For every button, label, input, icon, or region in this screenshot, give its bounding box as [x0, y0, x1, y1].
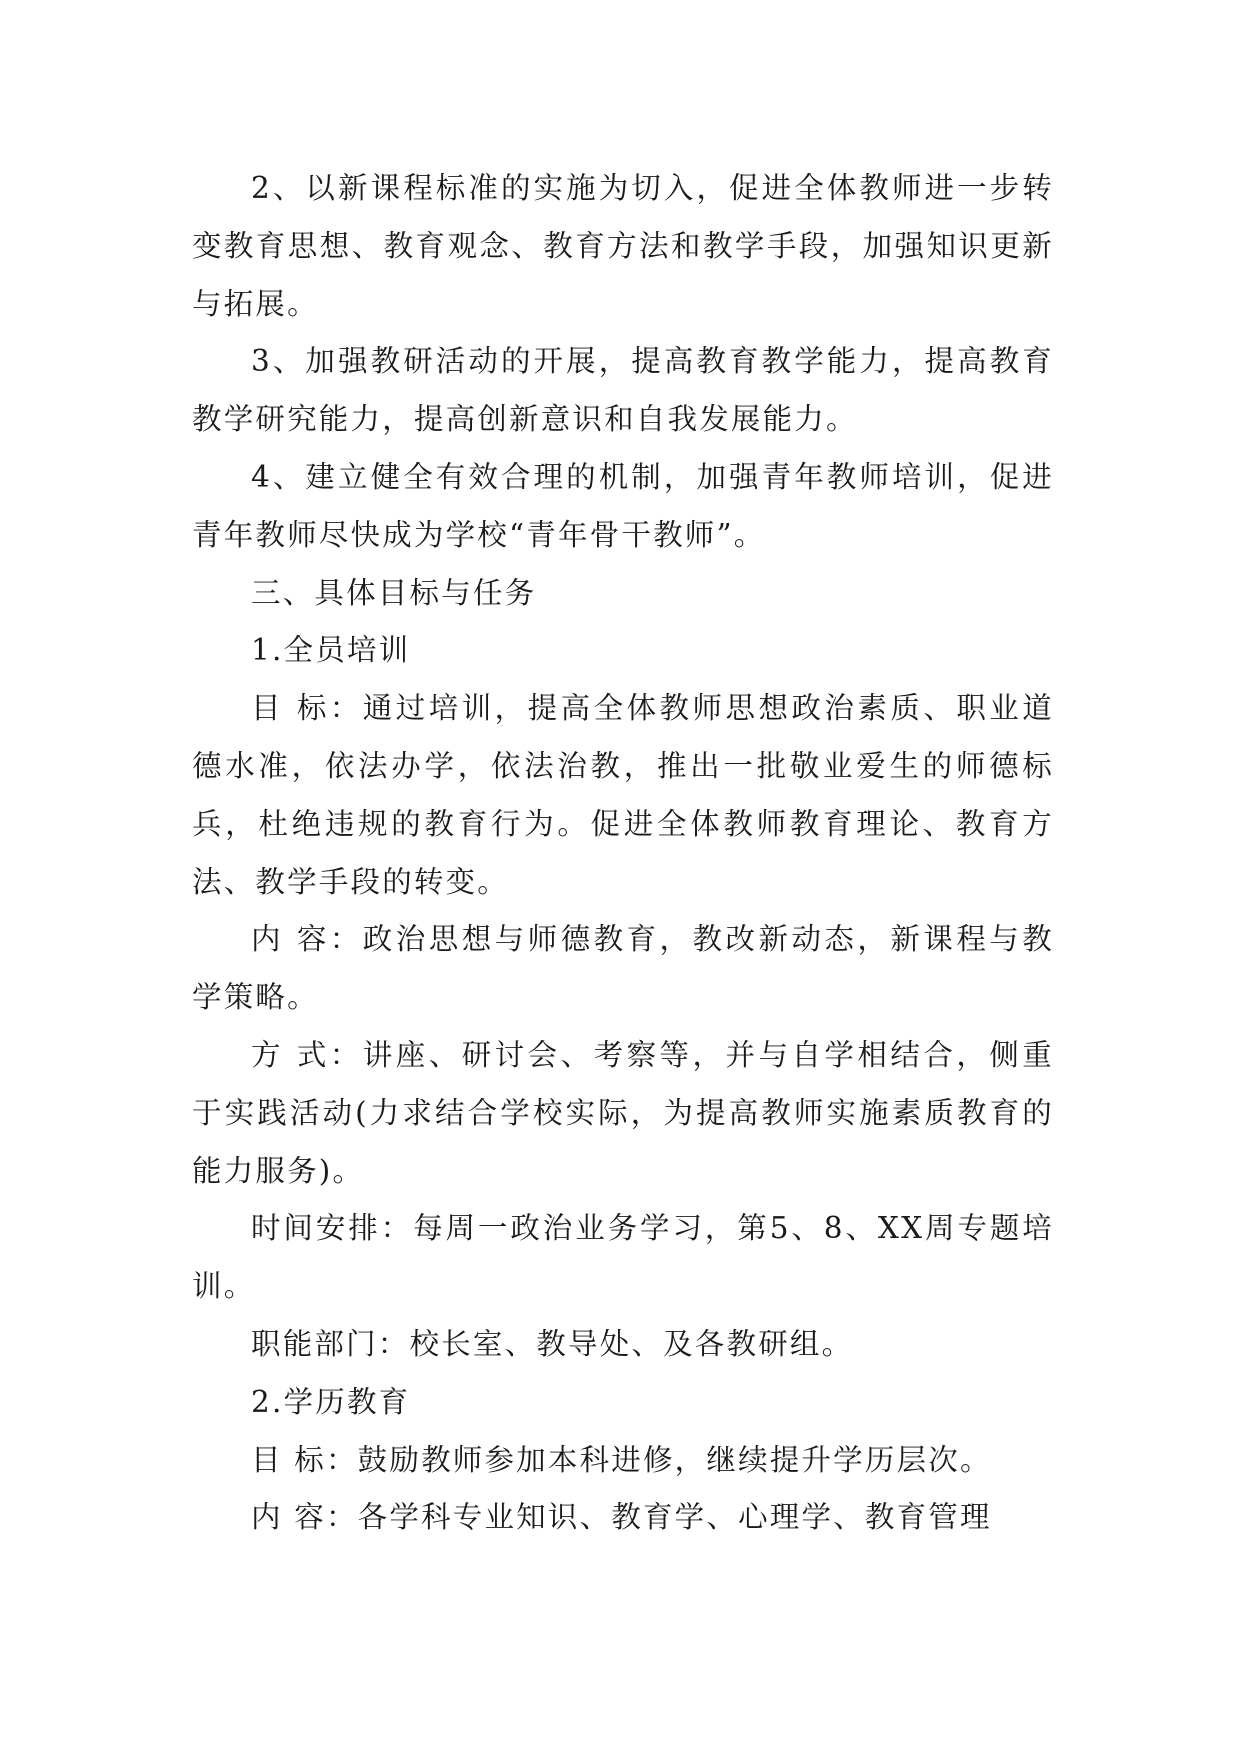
paragraph-training-content: 内 容：政治思想与师德教育，教改新动态，新课程与教学策略。 — [192, 922, 1054, 1015]
paragraph-degree-content: 内 容：各学科专业知识、教育学、心理学、教育管理 — [251, 1500, 992, 1535]
paragraph-responsible-departments: 职能部门：校长室、教导处、及各教研组。 — [251, 1326, 854, 1361]
paragraph-training-schedule: 时间安排：每周一政治业务学习，第5、8、XX周专题培训。 — [192, 1211, 1054, 1304]
paragraph-training-method: 方 式：讲座、研讨会、考察等，并与自学相结合，侧重于实践活动(力求结合学校实际，为提高教师实施素质教育的能力服务)。 — [192, 1037, 1054, 1188]
paragraph-goal-2: 2、以新课程标准的实施为切入，促进全体教师进一步转变教育思想、教育观念、教育方法和教学手段，加强知识更新与拓展。 — [192, 171, 1054, 321]
paragraph-goal-4: 4、建立健全有效合理的机制，加强青年教师培训，促进青年教师尽快成为学校“青年骨干教师”。 — [192, 459, 1054, 552]
subheading-all-staff-training: 1.全员培训 — [251, 633, 411, 668]
paragraph-training-target: 目 标：通过培训，提高全体教师思想政治素质、职业道德水准，依法办学，依法治教，推出一批敬业爱生的师德标兵，杜绝违规的教育行为。促进全体教师教育理论、教育方法、教学手段的转变。 — [192, 691, 1054, 899]
paragraph-degree-target: 目 标：鼓励教师参加本科进修，继续提升学历层次。 — [251, 1442, 992, 1477]
section-heading-targets-tasks: 三、具体目标与任务 — [251, 575, 537, 610]
paragraph-goal-3: 3、加强教研活动的开展，提高教育教学能力，提高教育教学研究能力，提高创新意识和自我发展能力。 — [192, 344, 1054, 437]
document-page — [192, 160, 1054, 1547]
subheading-degree-education: 2.学历教育 — [251, 1384, 411, 1419]
